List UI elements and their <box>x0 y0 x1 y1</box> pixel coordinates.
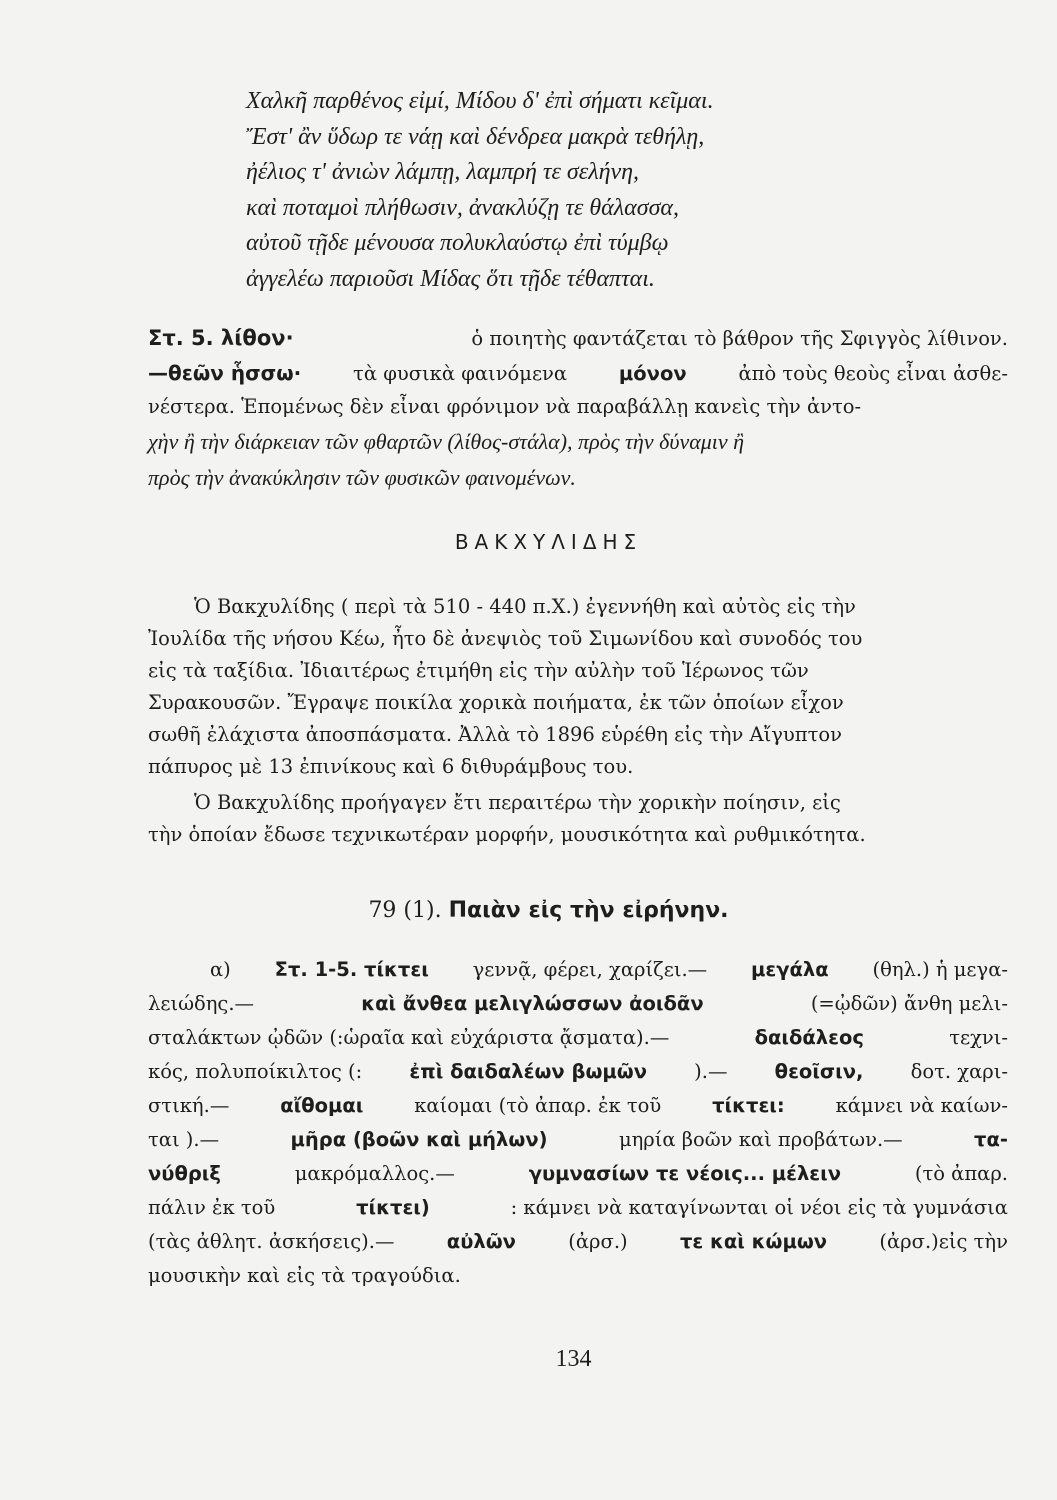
commentary-section <box>148 326 1008 501</box>
commentary-line <box>148 395 1008 429</box>
note-line: ται ).— μῆρα (βοῶν καὶ μήλων) μηρία βοῶν καὶ προβάτων.— τα- <box>148 1128 1008 1151</box>
bio-line: πάπυρος μὲ 13 ἐπινίκους καὶ 6 διθυράμβους του. <box>148 755 634 778</box>
bio-line: Ὁ Βακχυλίδης προήγαγεν ἔτι περαιτέρω τὴν χορικὴν ποίησιν, εἰς <box>194 791 841 814</box>
section-heading: ΒΑΚΧΥΛΙΔΗΣ <box>454 530 643 554</box>
poem-line: Ἔστ' ἂν ὕδωρ τε νάῃ καὶ δένδρεα μακρὰ τεθήλῃ, <box>246 123 705 150</box>
gloss: χὴν ἢ τὴν διάρκειαν τῶν φθαρτῶν (λίθος-στάλα), πρὸς τὴν δύναμιν ἢ <box>148 429 745 454</box>
note-line: λειώδης.— καὶ ἄνθεα μελιγλώσσων ἀοιδᾶν (=ᾠδῶν) ἄνθη μελι- <box>148 992 1008 1015</box>
poem-heading <box>0 898 1057 923</box>
bio-line: σωθῆ ἐλάχιστα ἀποσπάσματα. Ἀλλὰ τὸ 1896 εὑρέθη εἰς τὴν Αἴγυπτον <box>148 723 842 746</box>
note-line: μουσικὴν καὶ εἰς τὰ τραγούδια. <box>148 1264 461 1287</box>
note-line: νύθριξ μακρόμαλλος.— γυμνασίων τε νέοις... μέλειν (τὸ ἀπαρ. <box>148 1162 1008 1185</box>
bio-line: Ὁ Βακχυλίδης ( περὶ τὰ 510 - 440 π.Χ.) ἐγεννήθη καὶ αὐτὸς εἰς τὴν <box>194 595 856 618</box>
commentary-line <box>148 361 1008 395</box>
note-line: (τὰς ἀθλητ. ἀσκήσεις).— αὐλῶν (ἀρσ.) τε καὶ κώμων (ἀρσ.)εἰς τὴν <box>148 1230 1008 1253</box>
bio-line: Συρακουσῶν. Ἔγραψε ποικίλα χορικὰ ποιήματα, ἐκ τῶν ὁποίων εἶχον <box>148 691 844 714</box>
bio-line: Ἰουλίδα τῆς νήσου Κέω, ἦτο δὲ ἀνεψιὸς τοῦ Σιμωνίδου καὶ συνοδός του <box>148 627 863 650</box>
gloss: νέστερα. Ἑπομένως δὲν εἶναι φρόνιμον νὰ παραβάλλῃ κανεὶς τὴν ἀντο- <box>148 395 862 418</box>
gloss: ὁ ποιητὴς φαντάζεται τὸ βάθρον τῆς Σφιγγὸς λίθινον. <box>471 327 1008 350</box>
commentary-line <box>148 429 1008 465</box>
gloss: πρὸς τὴν ἀνακύκλησιν τῶν φυσικῶν φαινομένων. <box>148 465 576 490</box>
note-line: α) Στ. 1-5. τίκτει γεννᾷ, φέρει, χαρίζει.— μεγάλα (θηλ.) ἡ μεγα- <box>210 958 1008 981</box>
note-line: πάλιν ἐκ τοῦ τίκτει) : κάμνει νὰ καταγίνωνται οἱ νέοι εἰς τὰ γυμνάσια <box>148 1196 1008 1219</box>
epigram-poem <box>246 84 986 298</box>
bio-line: εἰς τὰ ταξίδια. Ἰδιαιτέρως ἐτιμήθη εἰς τὴν αὐλὴν τοῦ Ἱέρωνος τῶν <box>148 659 809 682</box>
gloss: ἀπὸ τοὺς θεοὺς εἶναι ἀσθε- <box>738 362 1008 385</box>
poem-line: ἀγγελέω παριοῦσι Μίδας ὅτι τῇδε τέθαπται. <box>246 265 655 292</box>
note-line: στική.— αἴθομαι καίομαι (τὸ ἀπαρ. ἐκ τοῦ τίκτει: κάμνει νὰ καίων- <box>148 1094 1008 1117</box>
lemma: Στ. 5. λίθον· <box>148 326 294 350</box>
poem-title: Παιὰν εἰς τὴν εἰρήνην. <box>448 898 729 923</box>
poem-line: καὶ ποταμοὶ πλήθωσιν, ἀνακλύζῃ τε θάλασσα, <box>246 194 680 221</box>
notes-section <box>148 958 1008 1298</box>
commentary-line <box>148 465 1008 501</box>
lemma: —θεῶν ἧσσω· <box>148 361 302 385</box>
poem-line: αὐτοῦ τῇδε μένουσα πολυκλαύστῳ ἐπὶ τύμβῳ <box>246 230 669 257</box>
poem-line: ἠέλιος τ' ἀνιὼν λάμπῃ, λαμπρή τε σελήνη, <box>246 159 640 186</box>
commentary-line <box>148 326 1008 361</box>
poem-number: 79 (1). <box>368 898 442 923</box>
bio-line: τὴν ὁποίαν ἔδωσε τεχνικωτέραν μορφήν, μουσικότητα καὶ ρυθμικότητα. <box>148 823 866 846</box>
emphasis: μόνον <box>618 362 687 385</box>
poem-line: Χαλκῆ παρθένος εἰμί, Μίδου δ' ἐπὶ σήματι κεῖμαι. <box>246 88 714 114</box>
page-number: 134 <box>555 1346 592 1372</box>
biography-paragraph <box>148 595 1008 855</box>
note-line: σταλάκτων ᾠδῶν (:ὡραῖα καὶ εὐχάριστα ᾄσματα).— δαιδάλεος τεχνι- <box>148 1026 1008 1049</box>
gloss: τὰ φυσικὰ φαινόμενα <box>353 362 568 385</box>
note-line: κός, πολυποίκιλτος (: ἐπὶ δαιδαλέων βωμῶν ).— θεοῖσιν, δοτ. χαρι- <box>148 1060 1008 1083</box>
